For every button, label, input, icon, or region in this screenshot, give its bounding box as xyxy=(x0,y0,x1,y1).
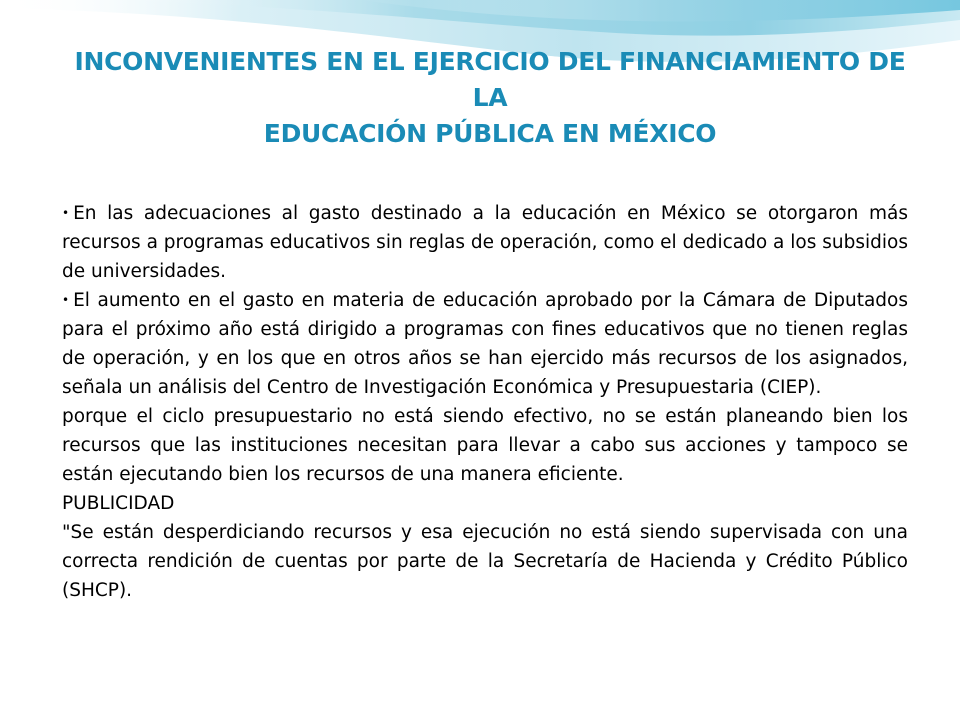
paragraph-text: El aumento en el gasto en materia de educación aprobado por la Cámara de Diputados para el próximo año está dirigido a programas con fines educativos que no tienen reglas de operación, y en los que en otros años se han ejercido más recursos de los asignados, señala un análisis del Centro de Investigación Económica y Presupuestaria (CIEP). xyxy=(62,290,908,398)
paragraph-3: porque el ciclo presupuestario no está siendo efectivo, no se están planeando bien los recursos que las instituciones necesitan para llevar a cabo sus acciones y tampoco se están ejecutando bien los recursos de una manera eficiente. xyxy=(62,406,908,485)
quote-paragraph: "Se están desperdiciando recursos y esa ejecución no está siendo supervisada con una correcta rendición de cuentas por parte de la Secretaría de Hacienda y Crédito Público (SHCP). xyxy=(62,522,908,601)
title-line-1: INCONVENIENTES EN EL EJERCICIO DEL FINANCIAMIENTO DE LA xyxy=(74,47,906,112)
bullet-marker: • xyxy=(62,293,70,307)
bullet-paragraph-2 xyxy=(62,286,908,402)
title-line-2: EDUCACIÓN PÚBLICA EN MÉXICO xyxy=(263,119,717,148)
bullet-marker: • xyxy=(62,206,70,220)
publicidad-label: PUBLICIDAD xyxy=(62,493,175,514)
bullet-paragraph-1 xyxy=(62,199,908,286)
paragraph-text: En las adecuaciones al gasto destinado a la educación en México se otorgaron más recursos a programas educativos sin reglas de operación, como el dedicado a los subsidios de universidades. xyxy=(62,203,908,282)
slide-title xyxy=(60,44,920,152)
slide-body xyxy=(62,199,908,605)
